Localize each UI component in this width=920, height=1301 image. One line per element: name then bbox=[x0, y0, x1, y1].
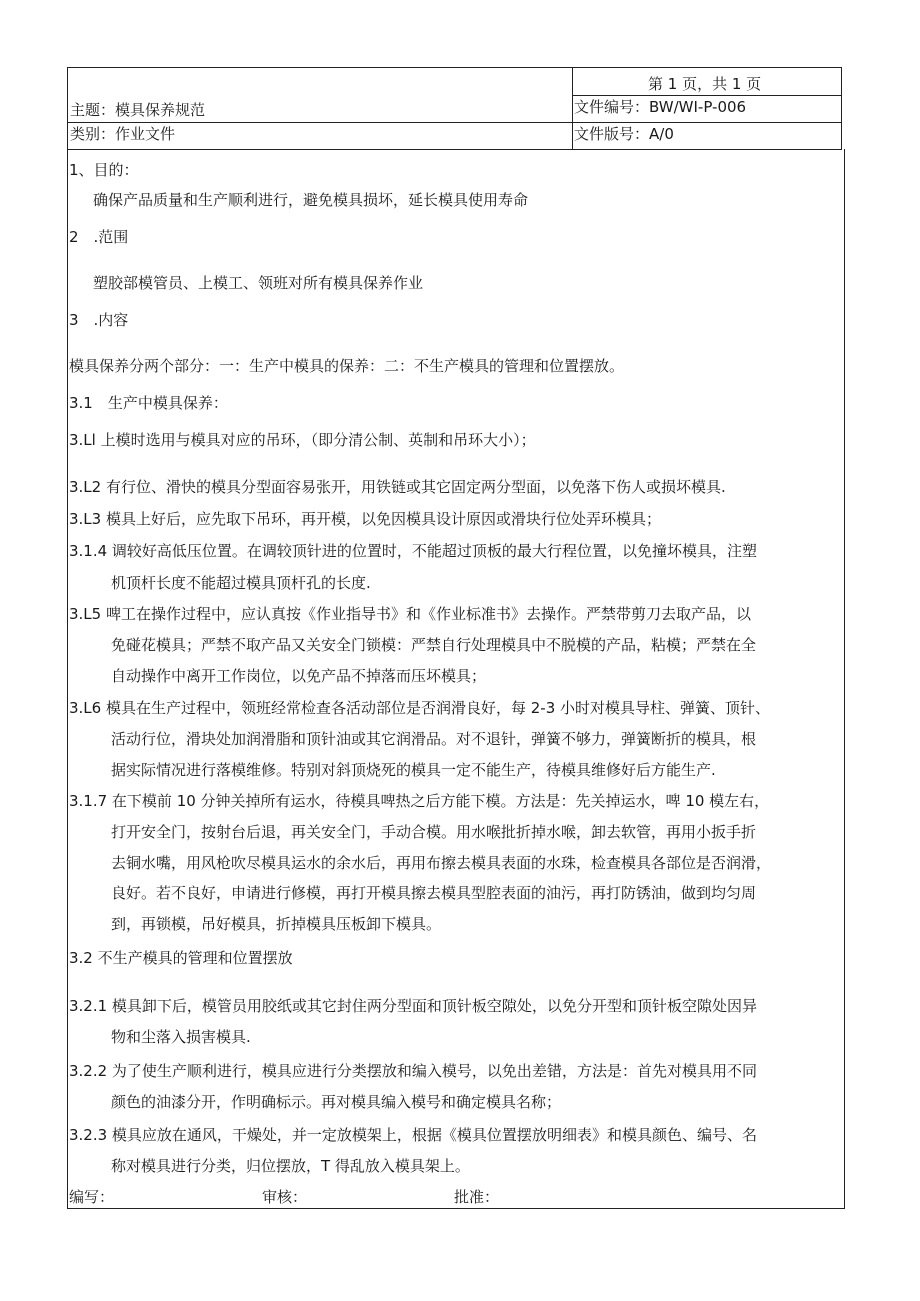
page-info: 第 1 页，共 1 页 bbox=[648, 75, 762, 93]
version-field bbox=[574, 123, 674, 145]
subject-field bbox=[70, 99, 205, 121]
section-2-body: 塑胶部模管员、上模工、领班对所有模具保养作业 bbox=[93, 274, 424, 292]
item-3-2-3-line: 3.2.3 模具应放在通风，干燥处，并一定放模架上，根据《模具位置摆放明细表》和模具颜色、编号、名 bbox=[69, 1126, 757, 1144]
item-3-2-2-line: 颜色的油漆分开，作明确标示。再对模具编入模号和确定模具名称； bbox=[111, 1093, 562, 1111]
item-3-1-6-line: 3.L6 模具在生产过程中，领班经常检查各活动部位是否润滑良好，每 2-3 小时对模具导柱、弹簧、顶针、 bbox=[69, 699, 771, 717]
item-3-2-2-line: 3.2.2 为了使生产顺利进行，模具应进行分类摆放和编入模号，以免出差错，方法是：首先对模具用不同 bbox=[69, 1062, 757, 1080]
subject-label: 主题： bbox=[70, 101, 116, 119]
section-1-body: 确保产品质量和生产顺利进行，避免模具损坏，延长模具使用寿命 bbox=[93, 191, 529, 209]
item-3-1-7-line: 去铜水嘴，用风枪吹尽模具运水的余水后，再用布擦去模具表面的水珠，检查模具各部位是否润滑， bbox=[111, 854, 772, 872]
section-3-title: 3 .内容 bbox=[69, 311, 129, 329]
item-3-1-7-line: 3.1.7 在下模前 10 分钟关掉所有运水，待模具啤热之后方能下模。方法是：先关掉运水，啤 10 模左右， bbox=[69, 792, 770, 810]
category-field bbox=[70, 123, 175, 145]
item-3-1-4-line: 机顶杆长度不能超过模具顶杆孔的长度. bbox=[111, 574, 371, 592]
item-3-1-4-line: 3.1.4 调较好高低压位置。在调较顶针进的位置时，不能超过顶板的最大行程位置，以免撞坏模具，注塑 bbox=[69, 542, 757, 560]
item-3-1-7-line: 良好。若不良好，申请进行修模，再打开模具擦去模具型腔表面的油污，再打防锈油，做到均匀周 bbox=[111, 884, 757, 902]
doc-number-field bbox=[574, 96, 746, 118]
version-value: A/0 bbox=[649, 125, 674, 143]
footer-approver: 批准： bbox=[454, 1188, 500, 1206]
doc-number-value: BW/WI-P-006 bbox=[649, 98, 747, 116]
item-3-1-7-line: 打开安全门，按射台后退，再关安全门，手动合模。用水喉批折掉水喉，卸去软管，再用小扳手折 bbox=[111, 823, 757, 841]
item-3-1-3: 3.L3 模具上好后，应先取下吊环，再开模，以免因模具设计原因或滑块行位处弄环模具； bbox=[69, 510, 661, 528]
item-3-2-3-line: 称对模具进行分类，归位摆放，T 得乱放入模具架上。 bbox=[111, 1157, 470, 1175]
footer-author: 编写： bbox=[69, 1188, 115, 1206]
item-3-1-5-line: 自动操作中离开工作岗位，以免产品不掉落而压坏模具； bbox=[111, 667, 487, 685]
document-header-table bbox=[67, 67, 842, 150]
item-3-2-1-line: 3.2.1 模具卸下后，模管员用胶纸或其它封住两分型面和顶针板空隙处，以免分开型和顶针板空隙处因异 bbox=[69, 997, 757, 1015]
item-3-1-6-line: 活动行位，滑块处加润滑脂和顶针油或其它润滑品。对不退针，弹簧不够力，弹簧断折的模具，根 bbox=[111, 730, 757, 748]
section-2-title: 2 .范围 bbox=[69, 228, 129, 246]
item-3-1-7-line: 到，再锁模，吊好模具，折掉模具压板卸下模具。 bbox=[111, 915, 442, 933]
doc-number-label: 文件编号： bbox=[574, 98, 650, 116]
item-3-2-1-line: 物和尘落入损害模具. bbox=[111, 1028, 251, 1046]
item-3-1-6-line: 据实际情况进行落模维修。特别对斜顶烧死的模具一定不能生产，待模具维修好后方能生产. bbox=[111, 761, 716, 779]
section-3-1-title: 3.1 生产中模具保养： bbox=[69, 394, 228, 412]
item-3-1-5-line: 免碰花模具；严禁不取产品又关安全门锁模：严禁自行处理模具中不脱模的产品，粘模；严禁在全 bbox=[111, 636, 757, 654]
category-value: 作业文件 bbox=[115, 125, 176, 143]
header-rule bbox=[68, 122, 841, 123]
version-label: 文件版号： bbox=[574, 125, 650, 143]
section-1-title: 1、目的： bbox=[69, 161, 139, 179]
header-divider bbox=[572, 68, 573, 149]
footer-reviewer: 审核： bbox=[262, 1188, 308, 1206]
item-3-1-1: 3.Ll 上模时选用与模具对应的吊环，（即分清公制、英制和吊环大小）； bbox=[69, 431, 536, 449]
category-label: 类别： bbox=[70, 125, 116, 143]
section-3-2-title: 3.2 不生产模具的管理和位置摆放 bbox=[69, 949, 293, 967]
content-intro: 模具保养分两个部分：一：生产中模具的保养：二：不生产模具的管理和位置摆放。 bbox=[69, 357, 625, 375]
item-3-1-2: 3.L2 有行位、滑快的模具分型面容易张开，用铁链或其它固定两分型面，以免落下伤人或损坏模具. bbox=[69, 478, 726, 496]
item-3-1-5-line: 3.L5 啤工在操作过程中，应认真按《作业指导书》和《作业标准书》去操作。严禁带剪刀去取产品，以 bbox=[69, 605, 751, 623]
subject-value: 模具保养规范 bbox=[115, 101, 206, 119]
